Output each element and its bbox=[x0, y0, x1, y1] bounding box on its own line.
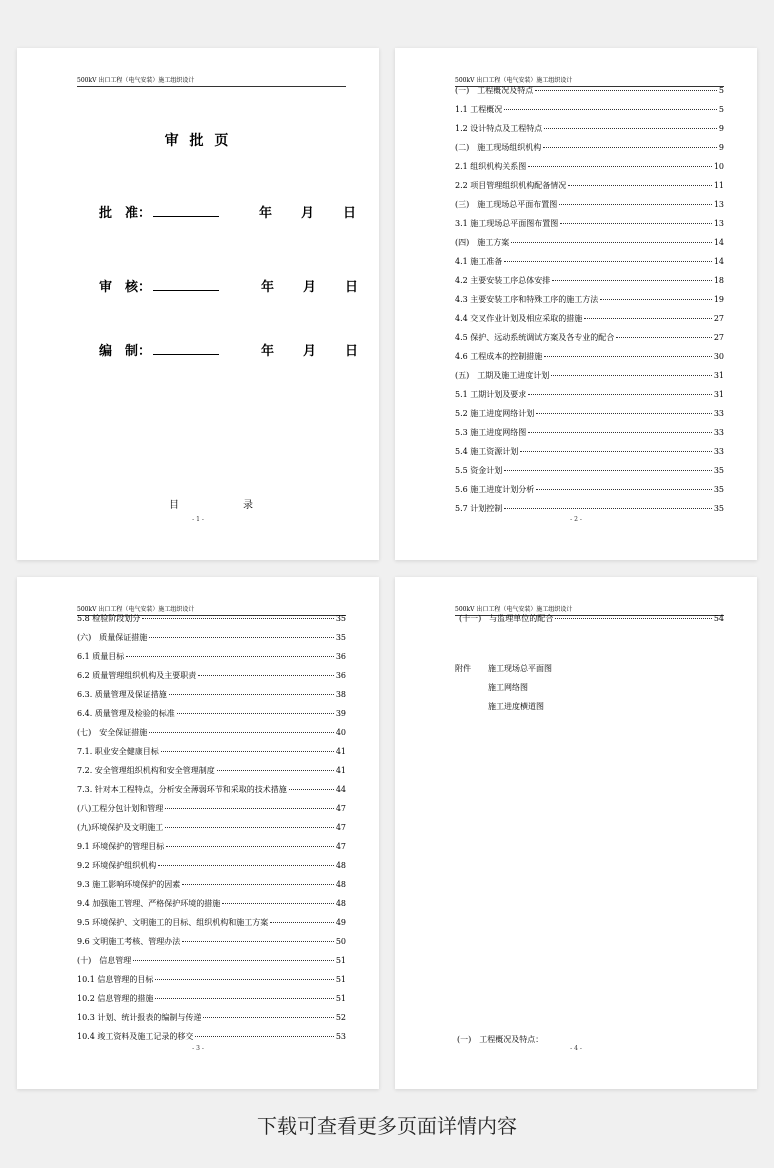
toc-leader-dots bbox=[126, 656, 334, 657]
toc-entry-page: 31 bbox=[713, 371, 724, 380]
toc-entry-page: 51 bbox=[335, 994, 346, 1003]
toc-entry-page: 5 bbox=[718, 86, 724, 95]
toc-entry bbox=[77, 917, 346, 936]
toc-leader-dots bbox=[528, 166, 712, 167]
toc-entry bbox=[77, 879, 346, 898]
toc-entry bbox=[77, 841, 346, 860]
table-of-contents bbox=[455, 85, 724, 522]
toc-leader-dots bbox=[555, 618, 712, 619]
toc-entry-title: 4.1 施工准备 bbox=[455, 257, 503, 266]
toc-entry-title: 5.7 计划控制 bbox=[455, 504, 503, 513]
toc-leader-dots bbox=[511, 242, 712, 243]
toc-entry-title: 7.1. 职业安全健康目标 bbox=[77, 747, 159, 756]
approve-signature-line bbox=[153, 204, 219, 217]
toc-entry-page: 27 bbox=[713, 333, 724, 342]
page-number: - 2 - bbox=[570, 516, 582, 523]
toc-entry-title: 7.3. 针对本工程特点，分析安全薄弱环节和采取的技术措施 bbox=[77, 785, 287, 794]
toc-entry-title: 4.6 工程成本的控制措施 bbox=[455, 352, 543, 361]
toc-entry-title: 9.1 环境保护的管理目标 bbox=[77, 842, 165, 851]
toc-entry-page: 19 bbox=[713, 295, 724, 304]
toc-entry-title: 10.1 信息管理的目标 bbox=[77, 975, 154, 984]
toc-entry-page: 49 bbox=[335, 918, 346, 927]
toc-entry bbox=[455, 275, 724, 294]
toc-entry bbox=[455, 256, 724, 275]
review-label: 审 核： bbox=[99, 280, 152, 295]
toc-entry-title: 4.5 保护、远动系统调试方案及各专业的配合 bbox=[455, 333, 615, 342]
toc-leader-dots bbox=[217, 770, 334, 771]
toc-entry bbox=[77, 613, 346, 632]
toc-leader-dots bbox=[177, 713, 334, 714]
toc-leader-dots bbox=[149, 732, 334, 733]
toc-entry-title: 5.5 资金计划 bbox=[455, 466, 503, 475]
toc-entry-title: 3.1 施工现场总平面图布置图 bbox=[455, 219, 559, 228]
toc-entry-title: (八)工程分包计划和管理 bbox=[77, 804, 164, 813]
toc-leader-dots bbox=[536, 489, 712, 490]
attachment-item: 施工现场总平面图 bbox=[488, 664, 552, 673]
toc-entry bbox=[77, 746, 346, 765]
toc-leader-dots bbox=[528, 394, 712, 395]
toc-entry-page: 18 bbox=[713, 276, 724, 285]
toc-leader-dots bbox=[155, 979, 333, 980]
contents-heading-left: 目 bbox=[169, 500, 179, 511]
toc-entry bbox=[77, 765, 346, 784]
toc-entry-page: 35 bbox=[713, 485, 724, 494]
table-of-contents bbox=[459, 613, 724, 632]
toc-entry bbox=[455, 199, 724, 218]
toc-entry-title: (二) 施工现场组织机构 bbox=[455, 143, 542, 152]
toc-entry-title: (七) 安全保证措施 bbox=[77, 728, 148, 737]
toc-entry-title: (六) 质量保证措施 bbox=[77, 633, 148, 642]
toc-entry-title: 5.6 施工进度计划分析 bbox=[455, 485, 535, 494]
toc-leader-dots bbox=[158, 865, 334, 866]
toc-leader-dots bbox=[504, 470, 712, 471]
toc-entry-title: 9.3 施工影响环境保护的因素 bbox=[77, 880, 181, 889]
toc-entry bbox=[455, 427, 724, 446]
approve-label: 批 准： bbox=[99, 206, 152, 221]
attachment-item: 施工网络图 bbox=[488, 683, 528, 692]
toc-entry-title: 5.8 检验阶段划分 bbox=[77, 614, 141, 623]
toc-entry bbox=[77, 955, 346, 974]
toc-entry bbox=[77, 860, 346, 879]
toc-entry-title: 2.1 组织机构关系图 bbox=[455, 162, 527, 171]
toc-leader-dots bbox=[165, 808, 334, 809]
toc-leader-dots bbox=[195, 1036, 333, 1037]
toc-entry-title: 9.4 加强施工管理、严格保护环境的措施 bbox=[77, 899, 221, 908]
toc-entry-page: 51 bbox=[335, 975, 346, 984]
toc-entry bbox=[455, 446, 724, 465]
page-header: 500kV 出口工程（电气安装）施工组织设计 bbox=[77, 604, 346, 616]
toc-leader-dots bbox=[568, 185, 712, 186]
toc-leader-dots bbox=[520, 451, 712, 452]
toc-entry bbox=[455, 332, 724, 351]
toc-leader-dots bbox=[559, 204, 712, 205]
toc-leader-dots bbox=[584, 318, 712, 319]
toc-entry-page: 36 bbox=[335, 652, 346, 661]
toc-entry-title: 4.2 主要安装工序总体安排 bbox=[455, 276, 551, 285]
review-signature-line bbox=[153, 278, 219, 291]
toc-leader-dots bbox=[182, 884, 334, 885]
contents-heading-right: 录 bbox=[243, 500, 253, 511]
toc-entry-page: 33 bbox=[713, 409, 724, 418]
page-header: 500kV 出口工程（电气安装）施工组织设计 bbox=[455, 604, 724, 616]
toc-leader-dots bbox=[166, 846, 334, 847]
toc-entry bbox=[455, 465, 724, 484]
toc-entry-page: 35 bbox=[335, 614, 346, 623]
toc-leader-dots bbox=[142, 618, 334, 619]
section-heading: (一) 工程概况及特点： bbox=[457, 1035, 544, 1044]
table-of-contents bbox=[77, 613, 346, 1050]
toc-entry-page: 14 bbox=[713, 257, 724, 266]
toc-leader-dots bbox=[182, 941, 334, 942]
toc-entry-page: 41 bbox=[335, 766, 346, 775]
toc-entry bbox=[455, 142, 724, 161]
toc-entry-title: (九)环境保护及文明施工 bbox=[77, 823, 164, 832]
toc-leader-dots bbox=[535, 90, 717, 91]
toc-entry-page: 41 bbox=[335, 747, 346, 756]
toc-leader-dots bbox=[149, 637, 334, 638]
page-1 bbox=[17, 48, 379, 560]
toc-entry-title: 7.2. 安全管理组织机构和安全管理制度 bbox=[77, 766, 215, 775]
toc-entry-page: 33 bbox=[713, 447, 724, 456]
toc-leader-dots bbox=[528, 432, 712, 433]
toc-entry bbox=[455, 104, 724, 123]
toc-entry-page: 50 bbox=[335, 937, 346, 946]
toc-entry bbox=[455, 484, 724, 503]
toc-entry bbox=[455, 180, 724, 199]
toc-entry bbox=[77, 708, 346, 727]
toc-entry-title: 9.5 环境保护、文明施工的目标、组织机构和施工方案 bbox=[77, 918, 269, 927]
toc-entry-page: 13 bbox=[713, 200, 724, 209]
toc-leader-dots bbox=[161, 751, 334, 752]
toc-entry-title: (五) 工期及施工进度计划 bbox=[455, 371, 550, 380]
toc-entry bbox=[77, 689, 346, 708]
compile-label: 编 制： bbox=[99, 344, 152, 359]
toc-leader-dots bbox=[536, 413, 712, 414]
toc-entry-page: 47 bbox=[335, 823, 346, 832]
toc-entry bbox=[455, 351, 724, 370]
toc-entry bbox=[455, 408, 724, 427]
toc-leader-dots bbox=[198, 675, 334, 676]
toc-entry-page: 36 bbox=[335, 671, 346, 680]
toc-leader-dots bbox=[222, 903, 334, 904]
toc-entry bbox=[455, 313, 724, 332]
toc-entry-title: 9.2 环境保护组织机构 bbox=[77, 861, 157, 870]
toc-entry-page: 11 bbox=[713, 181, 724, 190]
toc-entry-page: 30 bbox=[713, 352, 724, 361]
page-2 bbox=[395, 48, 757, 560]
toc-entry-title: 6.2 质量管理组织机构及主要职责 bbox=[77, 671, 197, 680]
toc-entry-page: 14 bbox=[713, 238, 724, 247]
toc-entry bbox=[77, 936, 346, 955]
toc-entry bbox=[455, 85, 724, 104]
toc-entry bbox=[455, 237, 724, 256]
toc-entry-page: 40 bbox=[335, 728, 346, 737]
toc-leader-dots bbox=[544, 128, 717, 129]
toc-entry-title: 4.3 主要安装工序和特殊工序的施工方法 bbox=[455, 295, 599, 304]
toc-entry-page: 48 bbox=[335, 861, 346, 870]
toc-entry bbox=[455, 294, 724, 313]
download-caption: 下载可查看更多页面详情内容 bbox=[257, 1114, 517, 1138]
toc-entry-page: 53 bbox=[335, 1032, 346, 1041]
toc-leader-dots bbox=[551, 375, 712, 376]
toc-entry-title: 5.2 施工进度网络计划 bbox=[455, 409, 535, 418]
toc-entry-title: 10.4 竣工资料及施工记录的移交 bbox=[77, 1032, 194, 1041]
toc-entry bbox=[455, 218, 724, 237]
toc-entry-title: 6.4. 质量管理及检验的标准 bbox=[77, 709, 175, 718]
toc-entry-title: 4.4 交叉作业计划及相应采取的措施 bbox=[455, 314, 583, 323]
toc-leader-dots bbox=[544, 356, 712, 357]
approve-row bbox=[99, 202, 219, 221]
toc-entry-page: 9 bbox=[718, 143, 724, 152]
toc-entry bbox=[77, 993, 346, 1012]
page-number: - 3 - bbox=[192, 1045, 204, 1052]
toc-entry-title: 6.1 质量目标 bbox=[77, 652, 125, 661]
toc-entry-title: (三) 施工现场总平面布置图 bbox=[455, 200, 558, 209]
toc-leader-dots bbox=[504, 508, 712, 509]
toc-entry-page: 54 bbox=[713, 614, 724, 623]
toc-entry bbox=[455, 370, 724, 389]
toc-entry-page: 10 bbox=[713, 162, 724, 171]
toc-entry-page: 27 bbox=[713, 314, 724, 323]
toc-leader-dots bbox=[504, 261, 712, 262]
attachment-item: 施工进度横道图 bbox=[488, 702, 544, 711]
toc-leader-dots bbox=[155, 998, 333, 999]
page-number: - 1 - bbox=[192, 516, 204, 523]
toc-leader-dots bbox=[289, 789, 334, 790]
toc-entry-title: 5.1 工期计划及要求 bbox=[455, 390, 527, 399]
toc-leader-dots bbox=[165, 827, 334, 828]
approval-page-title: 审 批 页 bbox=[164, 133, 232, 149]
toc-entry-page: 47 bbox=[335, 842, 346, 851]
compile-signature-line bbox=[153, 342, 219, 355]
toc-entry-title: (一) 工程概况及特点 bbox=[455, 86, 534, 95]
toc-entry bbox=[455, 389, 724, 408]
review-date: 年 月 日 bbox=[261, 280, 367, 295]
toc-entry-title: 5.4 施工资源计划 bbox=[455, 447, 519, 456]
toc-entry-title: 10.2 信息管理的措施 bbox=[77, 994, 154, 1003]
toc-entry bbox=[77, 898, 346, 917]
toc-entry bbox=[459, 613, 724, 632]
toc-entry bbox=[77, 727, 346, 746]
toc-entry bbox=[77, 803, 346, 822]
toc-leader-dots bbox=[543, 147, 717, 148]
attachment-label: 附件 bbox=[455, 664, 471, 673]
toc-entry-page: 31 bbox=[713, 390, 724, 399]
toc-entry-page: 48 bbox=[335, 880, 346, 889]
review-row bbox=[99, 276, 219, 295]
toc-entry-title: 5.3 施工进度网络图 bbox=[455, 428, 527, 437]
toc-entry-page: 44 bbox=[335, 785, 346, 794]
toc-entry-page: 48 bbox=[335, 899, 346, 908]
compile-date: 年 月 日 bbox=[261, 344, 367, 359]
toc-leader-dots bbox=[504, 109, 717, 110]
toc-entry bbox=[77, 651, 346, 670]
toc-entry-title: 6.3. 质量管理及保证措施 bbox=[77, 690, 167, 699]
toc-entry-page: 38 bbox=[335, 690, 346, 699]
toc-entry bbox=[77, 670, 346, 689]
toc-leader-dots bbox=[270, 922, 334, 923]
toc-entry-title: (十一) 与监理单位的配合 bbox=[459, 614, 554, 623]
toc-entry bbox=[455, 123, 724, 142]
toc-entry-page: 5 bbox=[718, 105, 724, 114]
page-header: 500kV 出口工程（电气安装）施工组织设计 bbox=[77, 75, 346, 87]
toc-leader-dots bbox=[169, 694, 334, 695]
toc-entry-title: 2.2 项目管理组织机构配备情况 bbox=[455, 181, 567, 190]
toc-entry bbox=[455, 161, 724, 180]
toc-entry-page: 35 bbox=[713, 504, 724, 513]
toc-leader-dots bbox=[600, 299, 712, 300]
toc-entry-title: 10.3 计划、统计报表的编制与传递 bbox=[77, 1013, 202, 1022]
toc-entry-page: 9 bbox=[718, 124, 724, 133]
page-3 bbox=[17, 577, 379, 1089]
toc-entry-page: 39 bbox=[335, 709, 346, 718]
toc-entry bbox=[77, 1012, 346, 1031]
toc-entry-title: 9.6 文明施工考核、管理办法 bbox=[77, 937, 181, 946]
approve-date: 年 月 日 bbox=[259, 206, 365, 221]
toc-entry bbox=[77, 784, 346, 803]
toc-entry-title: 1.2 设计特点及工程特点 bbox=[455, 124, 543, 133]
compile-row bbox=[99, 340, 219, 359]
toc-entry-title: 1.1 工程概况 bbox=[455, 105, 503, 114]
toc-leader-dots bbox=[203, 1017, 333, 1018]
page-4 bbox=[395, 577, 757, 1089]
toc-entry bbox=[77, 974, 346, 993]
toc-entry bbox=[77, 632, 346, 651]
toc-entry-page: 35 bbox=[335, 633, 346, 642]
toc-leader-dots bbox=[133, 960, 334, 961]
toc-entry-page: 47 bbox=[335, 804, 346, 813]
toc-entry bbox=[77, 822, 346, 841]
toc-leader-dots bbox=[560, 223, 712, 224]
toc-leader-dots bbox=[616, 337, 712, 338]
page-header: 500kV 出口工程（电气安装）施工组织设计 bbox=[455, 75, 724, 87]
toc-leader-dots bbox=[552, 280, 712, 281]
toc-entry-page: 13 bbox=[713, 219, 724, 228]
toc-entry-page: 52 bbox=[335, 1013, 346, 1022]
toc-entry-title: (四) 施工方案 bbox=[455, 238, 510, 247]
toc-entry-page: 33 bbox=[713, 428, 724, 437]
toc-entry-page: 35 bbox=[713, 466, 724, 475]
toc-entry-page: 51 bbox=[335, 956, 346, 965]
page-number: - 4 - bbox=[570, 1045, 582, 1052]
toc-entry-title: (十) 信息管理 bbox=[77, 956, 132, 965]
